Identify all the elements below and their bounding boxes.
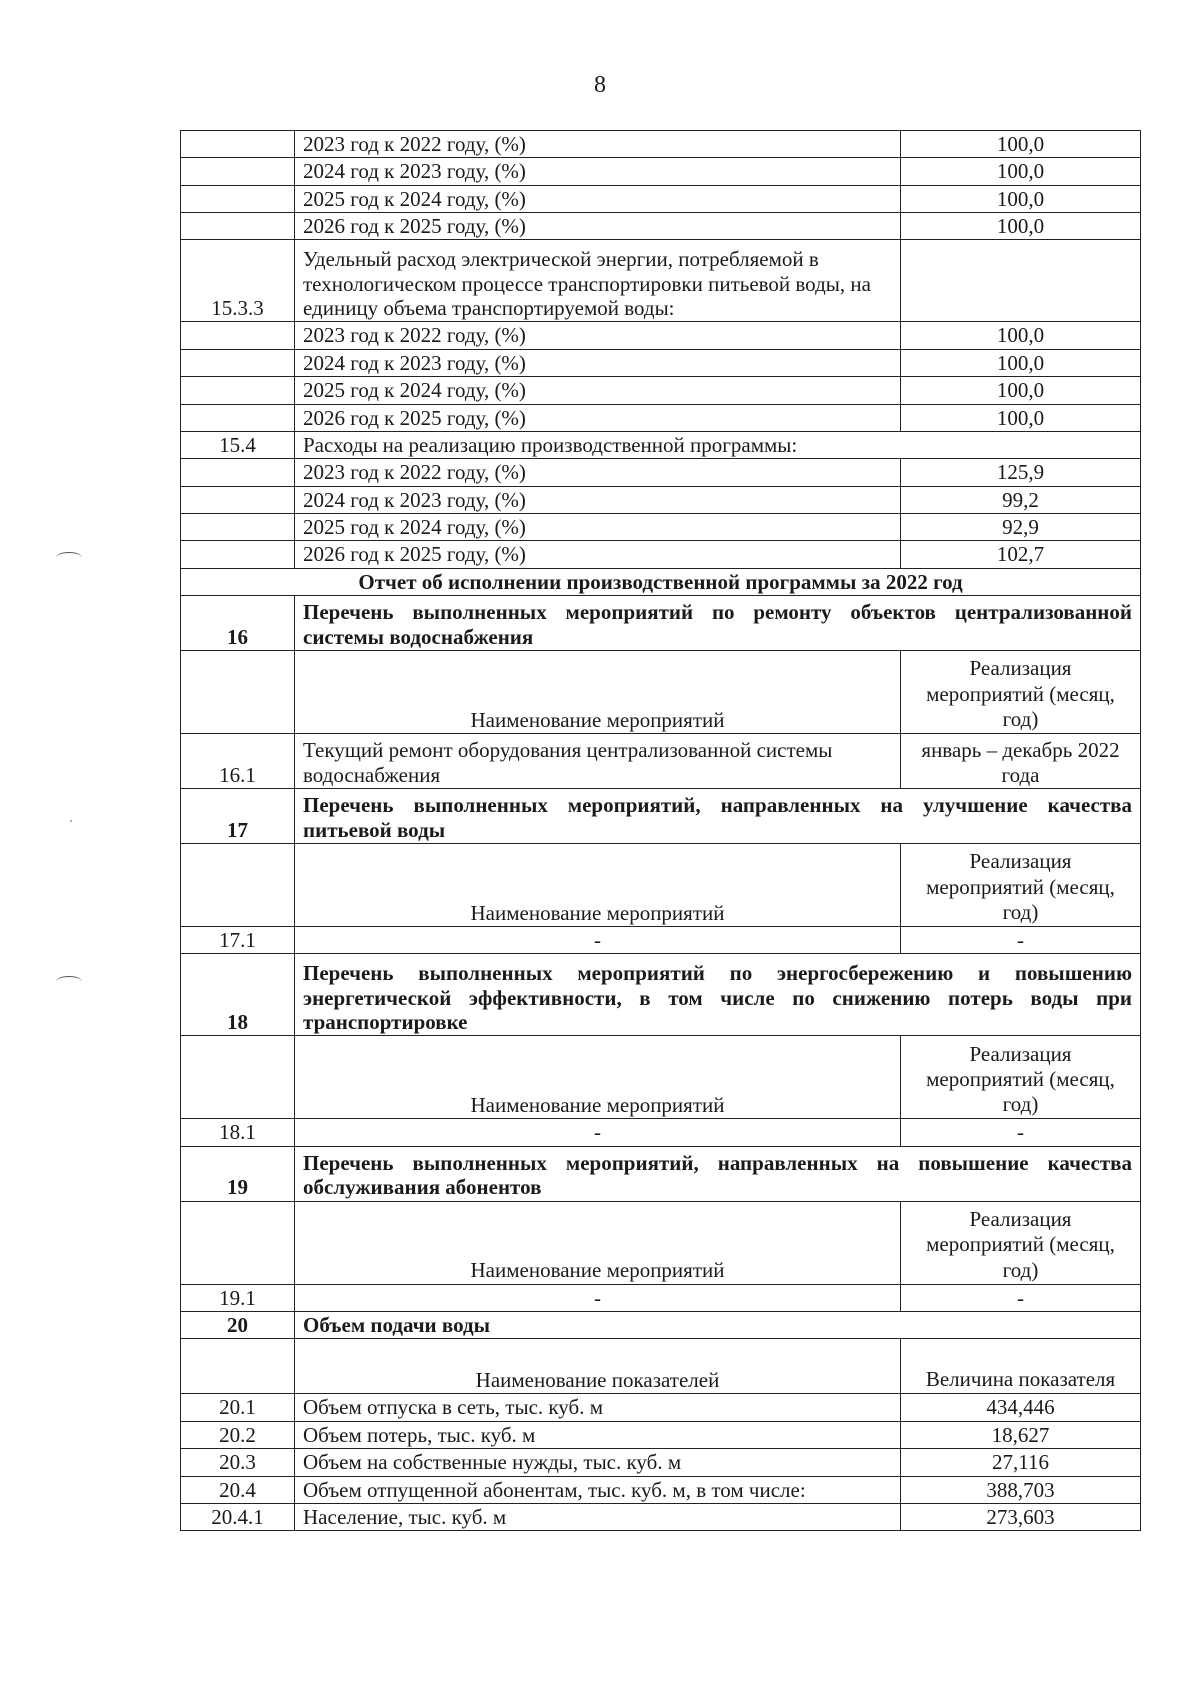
section-number: 17 <box>181 789 295 844</box>
table-row <box>181 513 1141 540</box>
header-number-cell <box>181 844 295 927</box>
section-17-row <box>181 789 1141 844</box>
report-title-row <box>181 568 1141 595</box>
header-value: Реализация мероприятий (месяц, год) <box>901 1201 1141 1284</box>
section-19-row <box>181 1146 1141 1201</box>
row-value: 100,0 <box>901 213 1141 240</box>
section-title: Перечень выполненных мероприятий по ремонту объектов централизованной системы водоснабжения <box>295 596 1141 651</box>
row-description: Объем отпущенной абонентам, тыс. куб. м, в том числе: <box>295 1476 901 1503</box>
section-title: Объем подачи воды <box>295 1312 1141 1339</box>
row-value: - <box>901 1284 1141 1311</box>
page-number: 8 <box>594 72 606 98</box>
section-16-row <box>181 596 1141 651</box>
row-value: 388,703 <box>901 1476 1141 1503</box>
table-row-15-3-3 <box>181 240 1141 322</box>
row-value: 18,627 <box>901 1421 1141 1448</box>
header-number-cell <box>181 1339 295 1394</box>
row-value: 273,603 <box>901 1503 1141 1530</box>
row-description: - <box>295 1284 901 1311</box>
row-number: 16.1 <box>181 734 295 789</box>
row-description: - <box>295 1119 901 1146</box>
table-row-19-1 <box>181 1284 1141 1311</box>
row-number <box>181 131 295 158</box>
row-number: 18.1 <box>181 1119 295 1146</box>
table-row <box>181 459 1141 486</box>
row-description: Расходы на реализацию производственной программы: <box>295 431 1141 458</box>
table-row <box>181 1449 1141 1476</box>
table-row <box>181 213 1141 240</box>
header-value: Величина показателя <box>901 1339 1141 1394</box>
row-value: 27,116 <box>901 1449 1141 1476</box>
header-name: Наименование мероприятий <box>295 844 901 927</box>
row-description: 2023 год к 2022 году, (%) <box>295 322 901 349</box>
section-16-header <box>181 651 1141 734</box>
row-description: Объем на собственные нужды, тыс. куб. м <box>295 1449 901 1476</box>
production-program-table <box>180 130 1141 1531</box>
row-description: Объем отпуска в сеть, тыс. куб. м <box>295 1394 901 1421</box>
header-value: Реализация мероприятий (месяц, год) <box>901 651 1141 734</box>
row-value: 100,0 <box>901 185 1141 212</box>
scan-margin-mark <box>56 976 82 987</box>
table-row <box>181 541 1141 568</box>
scan-dot <box>70 820 72 822</box>
table-row-16-1 <box>181 734 1141 789</box>
row-number <box>181 349 295 376</box>
row-description: Объем потерь, тыс. куб. м <box>295 1421 901 1448</box>
row-value: 100,0 <box>901 322 1141 349</box>
row-value: 100,0 <box>901 349 1141 376</box>
row-number: 20.2 <box>181 1421 295 1448</box>
row-description: - <box>295 927 901 954</box>
section-20-row <box>181 1312 1141 1339</box>
row-description: 2026 год к 2025 году, (%) <box>295 541 901 568</box>
row-description: 2024 год к 2023 году, (%) <box>295 158 901 185</box>
row-value: - <box>901 1119 1141 1146</box>
row-value: 92,9 <box>901 513 1141 540</box>
header-name: Наименование показателей <box>295 1339 901 1394</box>
row-value <box>901 240 1141 322</box>
row-number <box>181 158 295 185</box>
row-number <box>181 541 295 568</box>
section-number: 16 <box>181 596 295 651</box>
section-number: 18 <box>181 954 295 1036</box>
row-number: 20.1 <box>181 1394 295 1421</box>
row-number: 19.1 <box>181 1284 295 1311</box>
section-17-header <box>181 844 1141 927</box>
section-title: Перечень выполненных мероприятий, направленных на улучшение качества питьевой воды <box>295 789 1141 844</box>
row-value: 99,2 <box>901 486 1141 513</box>
row-description: Население, тыс. куб. м <box>295 1503 901 1530</box>
table-row-18-1 <box>181 1119 1141 1146</box>
header-number-cell <box>181 1201 295 1284</box>
row-description: 2023 год к 2022 году, (%) <box>295 131 901 158</box>
row-value: 125,9 <box>901 459 1141 486</box>
header-number-cell <box>181 1036 295 1119</box>
row-description: Удельный расход электрической энергии, потребляемой в технологическом процессе транспортировки питьевой воды, на единицу объема транспортируемой воды: <box>295 240 901 322</box>
header-name: Наименование мероприятий <box>295 1201 901 1284</box>
row-number: 20.4.1 <box>181 1503 295 1530</box>
row-value: 100,0 <box>901 404 1141 431</box>
row-description: 2025 год к 2024 году, (%) <box>295 377 901 404</box>
row-value: 434,446 <box>901 1394 1141 1421</box>
row-value: январь – декабрь 2022 года <box>901 734 1141 789</box>
section-title: Перечень выполненных мероприятий, направленных на повышение качества обслуживания абонентов <box>295 1146 1141 1201</box>
table-row <box>181 1394 1141 1421</box>
section-number: 19 <box>181 1146 295 1201</box>
row-number: 15.3.3 <box>181 240 295 322</box>
row-description: 2026 год к 2025 году, (%) <box>295 213 901 240</box>
row-number <box>181 377 295 404</box>
row-number: 17.1 <box>181 927 295 954</box>
row-description: 2024 год к 2023 году, (%) <box>295 349 901 376</box>
table-row <box>181 486 1141 513</box>
row-number <box>181 213 295 240</box>
row-number: 15.4 <box>181 431 295 458</box>
table-row <box>181 1421 1141 1448</box>
row-description: Текущий ремонт оборудования централизованной системы водоснабжения <box>295 734 901 789</box>
section-18-row <box>181 954 1141 1036</box>
section-number: 20 <box>181 1312 295 1339</box>
header-value: Реализация мероприятий (месяц, год) <box>901 844 1141 927</box>
table-row <box>181 1476 1141 1503</box>
row-value: - <box>901 927 1141 954</box>
row-value: 100,0 <box>901 377 1141 404</box>
table-row-15-4 <box>181 431 1141 458</box>
section-title: Перечень выполненных мероприятий по энергосбережению и повышению энергетической эффективности, в том числе по снижению потерь воды при транспортировке <box>295 954 1141 1036</box>
row-number: 20.4 <box>181 1476 295 1503</box>
report-title: Отчет об исполнении производственной программы за 2022 год <box>181 568 1141 595</box>
table-row-17-1 <box>181 927 1141 954</box>
section-19-header <box>181 1201 1141 1284</box>
table-row <box>181 1503 1141 1530</box>
row-description: 2025 год к 2024 году, (%) <box>295 513 901 540</box>
row-number: 20.3 <box>181 1449 295 1476</box>
row-description: 2025 год к 2024 году, (%) <box>295 185 901 212</box>
scan-margin-mark <box>56 552 82 563</box>
table-row <box>181 349 1141 376</box>
section-20-header <box>181 1339 1141 1394</box>
row-number <box>181 322 295 349</box>
table-row <box>181 377 1141 404</box>
row-value: 100,0 <box>901 158 1141 185</box>
table-row <box>181 158 1141 185</box>
row-value: 102,7 <box>901 541 1141 568</box>
row-description: 2023 год к 2022 году, (%) <box>295 459 901 486</box>
table-row <box>181 322 1141 349</box>
header-name: Наименование мероприятий <box>295 651 901 734</box>
table-row <box>181 185 1141 212</box>
row-number <box>181 513 295 540</box>
row-number <box>181 459 295 486</box>
row-number <box>181 404 295 431</box>
table-row <box>181 404 1141 431</box>
table-row <box>181 131 1141 158</box>
header-name: Наименование мероприятий <box>295 1036 901 1119</box>
section-18-header <box>181 1036 1141 1119</box>
row-value: 100,0 <box>901 131 1141 158</box>
row-description: 2026 год к 2025 году, (%) <box>295 404 901 431</box>
header-number-cell <box>181 651 295 734</box>
header-value: Реализация мероприятий (месяц, год) <box>901 1036 1141 1119</box>
row-description: 2024 год к 2023 году, (%) <box>295 486 901 513</box>
row-number <box>181 185 295 212</box>
row-number <box>181 486 295 513</box>
